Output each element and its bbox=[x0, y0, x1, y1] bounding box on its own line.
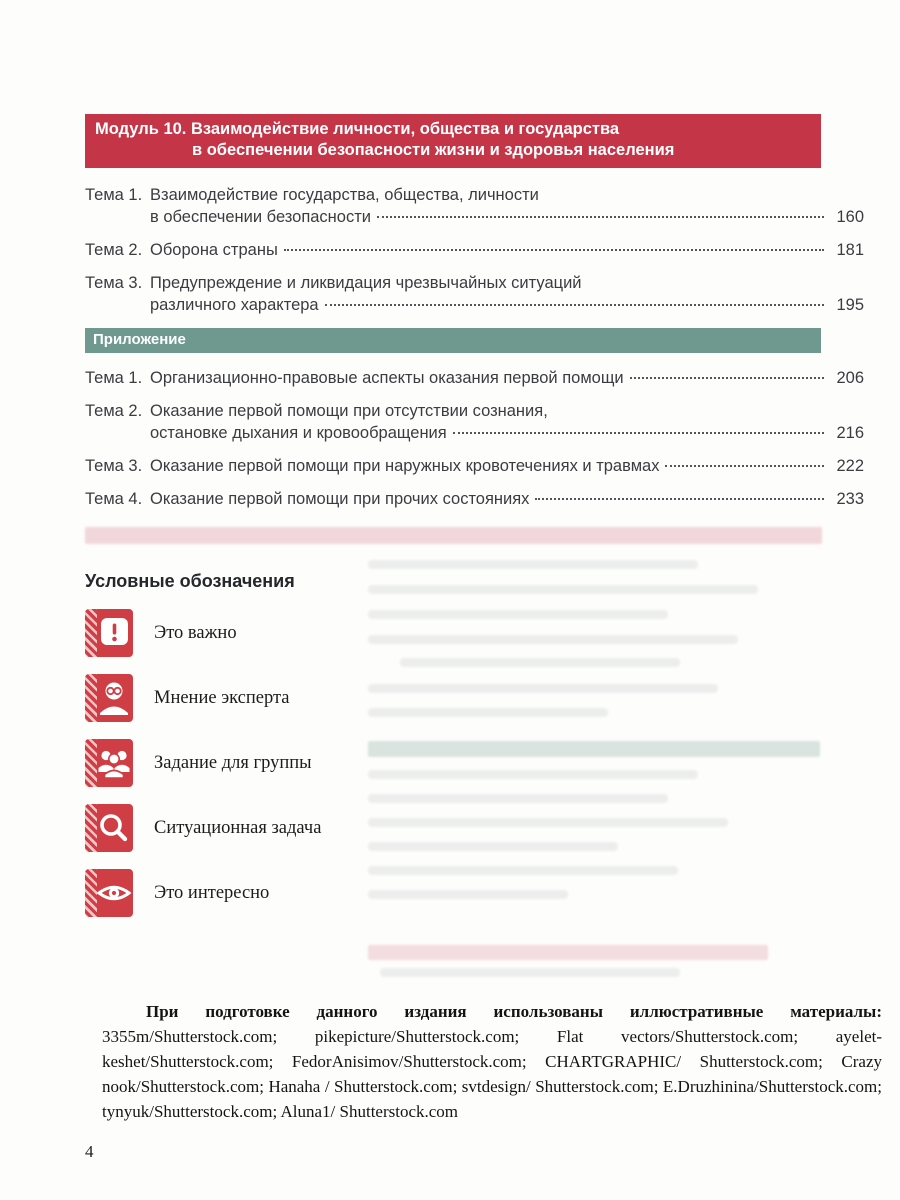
toc-entry-label: Тема 1. bbox=[85, 369, 143, 387]
magnifier-icon bbox=[85, 804, 133, 852]
legend-item-interesting bbox=[85, 869, 321, 917]
expert-face-icon bbox=[85, 674, 133, 722]
dotted-leader bbox=[535, 498, 824, 500]
showthrough-line bbox=[368, 610, 668, 619]
toc-page-number: 216 bbox=[836, 424, 864, 442]
showthrough-line bbox=[368, 794, 668, 803]
dotted-leader bbox=[325, 304, 824, 306]
toc-entry bbox=[85, 455, 864, 477]
toc-entry-label: Тема 4. bbox=[85, 490, 143, 508]
showthrough-line bbox=[368, 842, 618, 851]
showthrough-band bbox=[368, 741, 820, 757]
toc-entry bbox=[85, 272, 864, 316]
toc-entry-label: Тема 2. bbox=[85, 402, 143, 420]
showthrough-line bbox=[368, 585, 758, 594]
showthrough-line bbox=[368, 770, 698, 779]
legend-item-label: Это интересно bbox=[154, 882, 270, 903]
toc-page-number: 181 bbox=[836, 241, 864, 259]
toc-entry-line1: Оказание первой помощи при отсутствии сознания, bbox=[150, 402, 548, 420]
showthrough-band bbox=[368, 945, 768, 960]
eye-icon bbox=[85, 869, 133, 917]
toc-page-number: 233 bbox=[836, 490, 864, 508]
dotted-leader bbox=[665, 465, 824, 467]
legend-item-group-task bbox=[85, 739, 321, 787]
toc-entry-label: Тема 3. bbox=[85, 457, 143, 475]
legend-item-expert bbox=[85, 674, 321, 722]
toc-page-number: 206 bbox=[836, 369, 864, 387]
legend-item-label: Ситуационная задача bbox=[154, 817, 322, 838]
legend-item-important bbox=[85, 609, 321, 657]
toc-entry-line2: остановке дыхания и кровообращения bbox=[150, 424, 447, 442]
toc-entry bbox=[85, 184, 864, 228]
dotted-leader bbox=[377, 216, 824, 218]
showthrough-line bbox=[400, 658, 680, 667]
legend-item-situational-task bbox=[85, 804, 321, 852]
showthrough-line bbox=[368, 866, 678, 875]
appendix-banner-title: Приложение bbox=[93, 331, 186, 348]
toc-entry-line2: в обеспечении безопасности bbox=[150, 208, 371, 226]
toc-entry bbox=[85, 400, 864, 444]
credits-list: 3355m/Shutterstock.com; pikepicture/Shutterstock.com; Flat vectors/Shutterstock.com; ayelet-keshet/Shutterstock.com; FedorAnisimov/Shutterstock.com; CHARTGRAPHIC/ Shutterstock.com; Crazy nook/Shutterstock.com; Hanaha / Shutterstock.com; svtdesign/ Shutterstock.com; E.Druzhinina/Shutterstock.com; tynyuk/Shutterstock.com; Aluna1/ Shutterstock.com bbox=[102, 1027, 882, 1121]
dotted-leader bbox=[453, 432, 824, 434]
appendix-toc bbox=[85, 367, 864, 521]
toc-entry-line1: Оказание первой помощи при наружных кровотечениях и травмах bbox=[150, 457, 660, 475]
module-toc bbox=[85, 184, 864, 327]
module-10-banner bbox=[85, 114, 821, 168]
showthrough-band bbox=[85, 527, 822, 544]
showthrough-line bbox=[380, 968, 680, 977]
toc-entry-line1: Организационно-правовые аспекты оказания первой помощи bbox=[150, 369, 624, 387]
legend-item-label: Задание для группы bbox=[154, 752, 312, 773]
showthrough-line bbox=[368, 635, 738, 644]
toc-entry-line1: Предупреждение и ликвидация чрезвычайных ситуаций bbox=[150, 274, 582, 292]
module-banner-line1: Модуль 10. Взаимодействие личности, общества и государства bbox=[95, 120, 620, 138]
showthrough-line bbox=[368, 708, 608, 717]
folio-page-number: 4 bbox=[85, 1142, 94, 1161]
dotted-leader bbox=[630, 377, 824, 379]
module-banner-line2: в обеспечении безопасности жизни и здоровья населения bbox=[192, 141, 675, 159]
people-group-icon bbox=[85, 739, 133, 787]
toc-entry bbox=[85, 488, 864, 510]
toc-entry bbox=[85, 367, 864, 389]
legend-item-label: Мнение эксперта bbox=[154, 687, 290, 708]
toc-entry bbox=[85, 239, 864, 261]
appendix-banner bbox=[85, 328, 821, 353]
showthrough-line bbox=[368, 684, 718, 693]
toc-entry-line1: Взаимодействие государства, общества, личности bbox=[150, 186, 539, 204]
showthrough-line bbox=[368, 560, 698, 569]
toc-entry-label: Тема 3. bbox=[85, 274, 143, 292]
legend-item-label: Это важно bbox=[154, 622, 237, 643]
toc-entry-line1: Оборона страны bbox=[150, 241, 278, 259]
showthrough-line bbox=[368, 890, 568, 899]
legend-title: Условные обозначения bbox=[85, 571, 295, 591]
legend-list bbox=[85, 609, 321, 934]
showthrough-line bbox=[368, 818, 728, 827]
toc-entry-line2: различного характера bbox=[150, 296, 319, 314]
dotted-leader bbox=[284, 249, 824, 251]
toc-page-number: 195 bbox=[836, 296, 864, 314]
toc-page-number: 222 bbox=[836, 457, 864, 475]
toc-entry-line1: Оказание первой помощи при прочих состояниях bbox=[150, 490, 530, 508]
toc-entry-label: Тема 2. bbox=[85, 241, 143, 259]
toc-page-number: 160 bbox=[836, 208, 864, 226]
illustration-credits bbox=[102, 999, 882, 1124]
credits-intro: При подготовке данного издания использованы иллюстративные материалы: bbox=[146, 1002, 882, 1021]
toc-entry-label: Тема 1. bbox=[85, 186, 143, 204]
exclamation-icon bbox=[85, 609, 133, 657]
